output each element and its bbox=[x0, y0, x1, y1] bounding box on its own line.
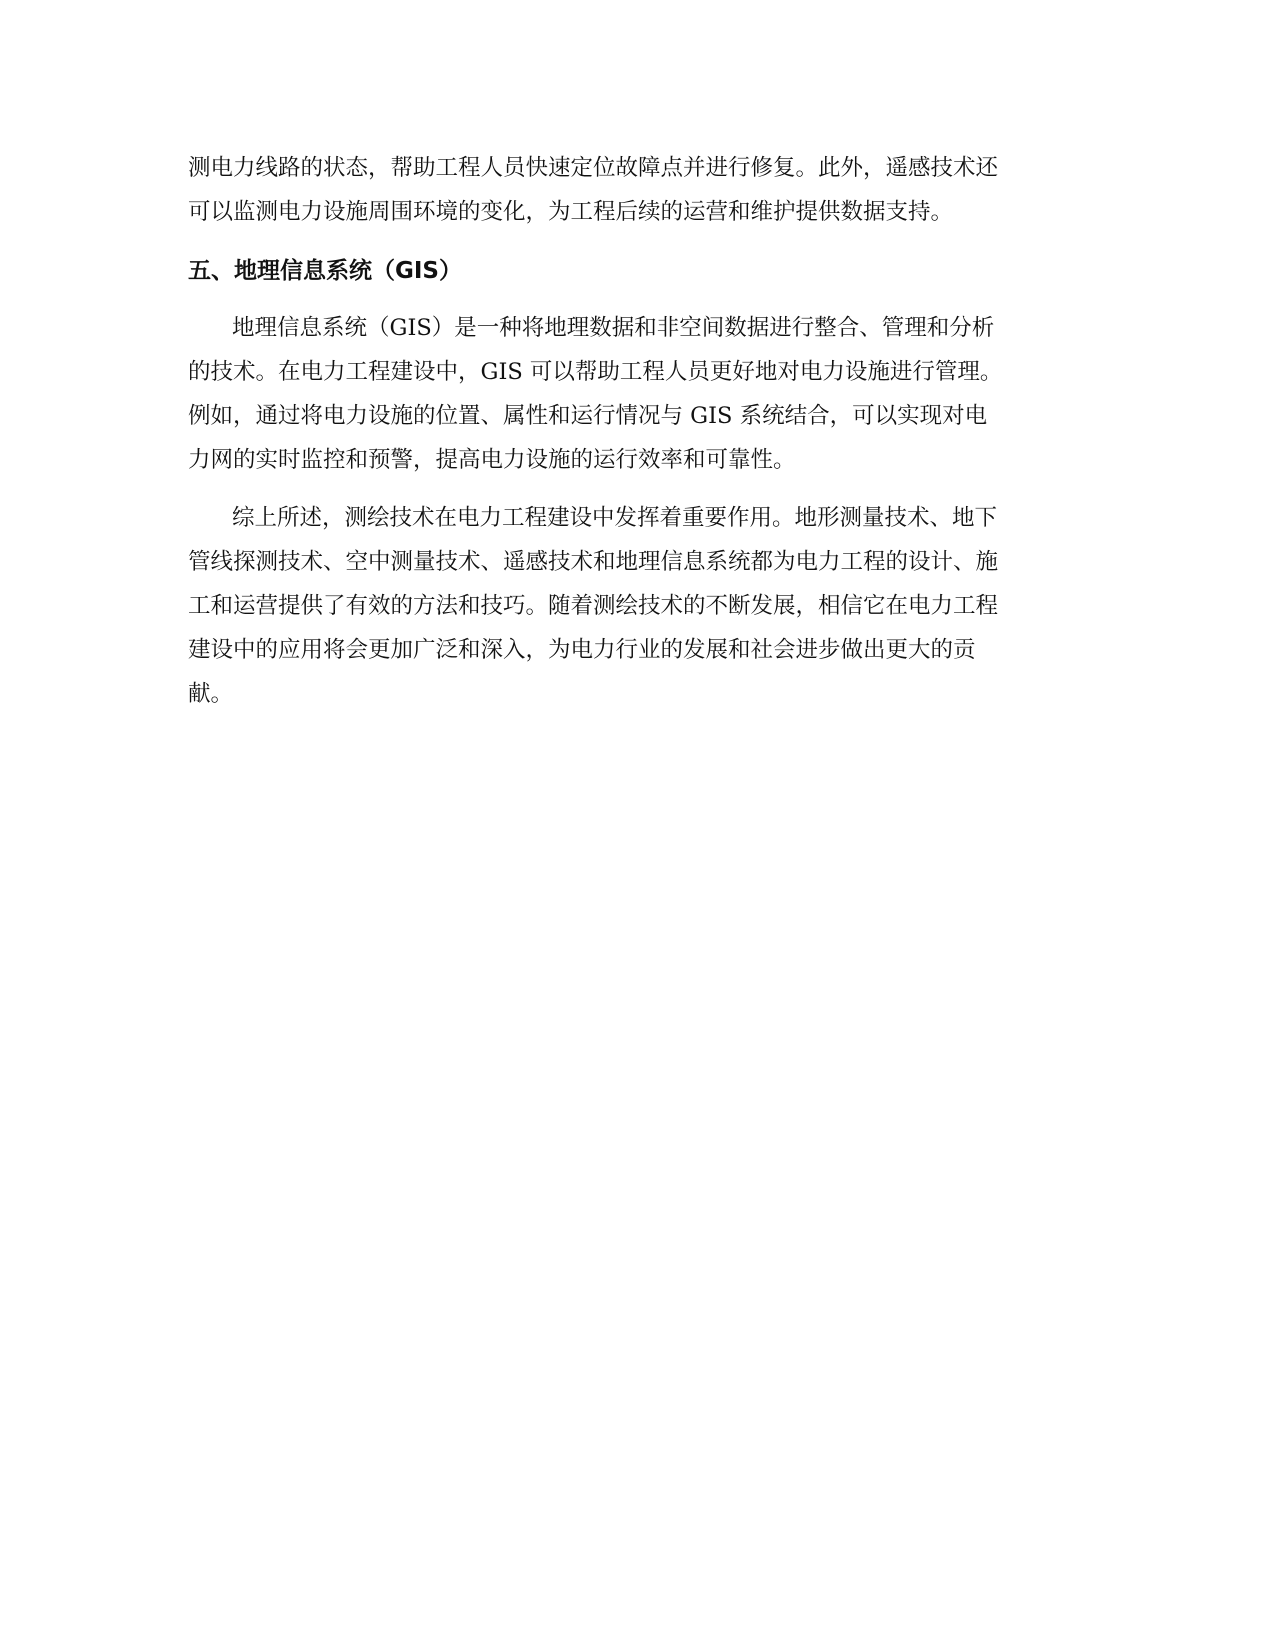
text-line: 管线探测技术、空中测量技术、遥感技术和地理信息系统都为电力工程的设计、施 bbox=[188, 549, 999, 575]
paragraph-summary bbox=[188, 496, 1086, 716]
document-body bbox=[188, 146, 1086, 716]
text-line: 例如，通过将电力设施的位置、属性和运行情况与 GIS 系统结合，可以实现对电 bbox=[188, 403, 988, 429]
text-line: 工和运营提供了有效的方法和技巧。随着测绘技术的不断发展，相信它在电力工程 bbox=[188, 593, 999, 619]
text-line: 的技术。在电力工程建设中，GIS 可以帮助工程人员更好地对电力设施进行管理。 bbox=[188, 359, 1003, 385]
text-line: 献。 bbox=[188, 681, 234, 707]
paragraph-intro bbox=[188, 146, 1086, 234]
paragraph-gis bbox=[188, 306, 1086, 482]
section-heading: 五、地理信息系统（GIS） bbox=[188, 258, 463, 284]
text-line: 建设中的应用将会更加广泛和深入，为电力行业的发展和社会进步做出更大的贡 bbox=[188, 637, 976, 663]
text-line: 可以监测电力设施周围环境的变化，为工程后续的运营和维护提供数据支持。 bbox=[188, 199, 954, 225]
text-line: 力网的实时监控和预警，提高电力设施的运行效率和可靠性。 bbox=[188, 447, 796, 473]
text-line: 地理信息系统（GIS）是一种将地理数据和非空间数据进行整合、管理和分析 bbox=[232, 315, 995, 341]
text-line: 测电力线路的状态，帮助工程人员快速定位故障点并进行修复。此外，遥感技术还 bbox=[188, 155, 999, 181]
text-line: 综上所述，测绘技术在电力工程建设中发挥着重要作用。地形测量技术、地下 bbox=[232, 505, 998, 531]
